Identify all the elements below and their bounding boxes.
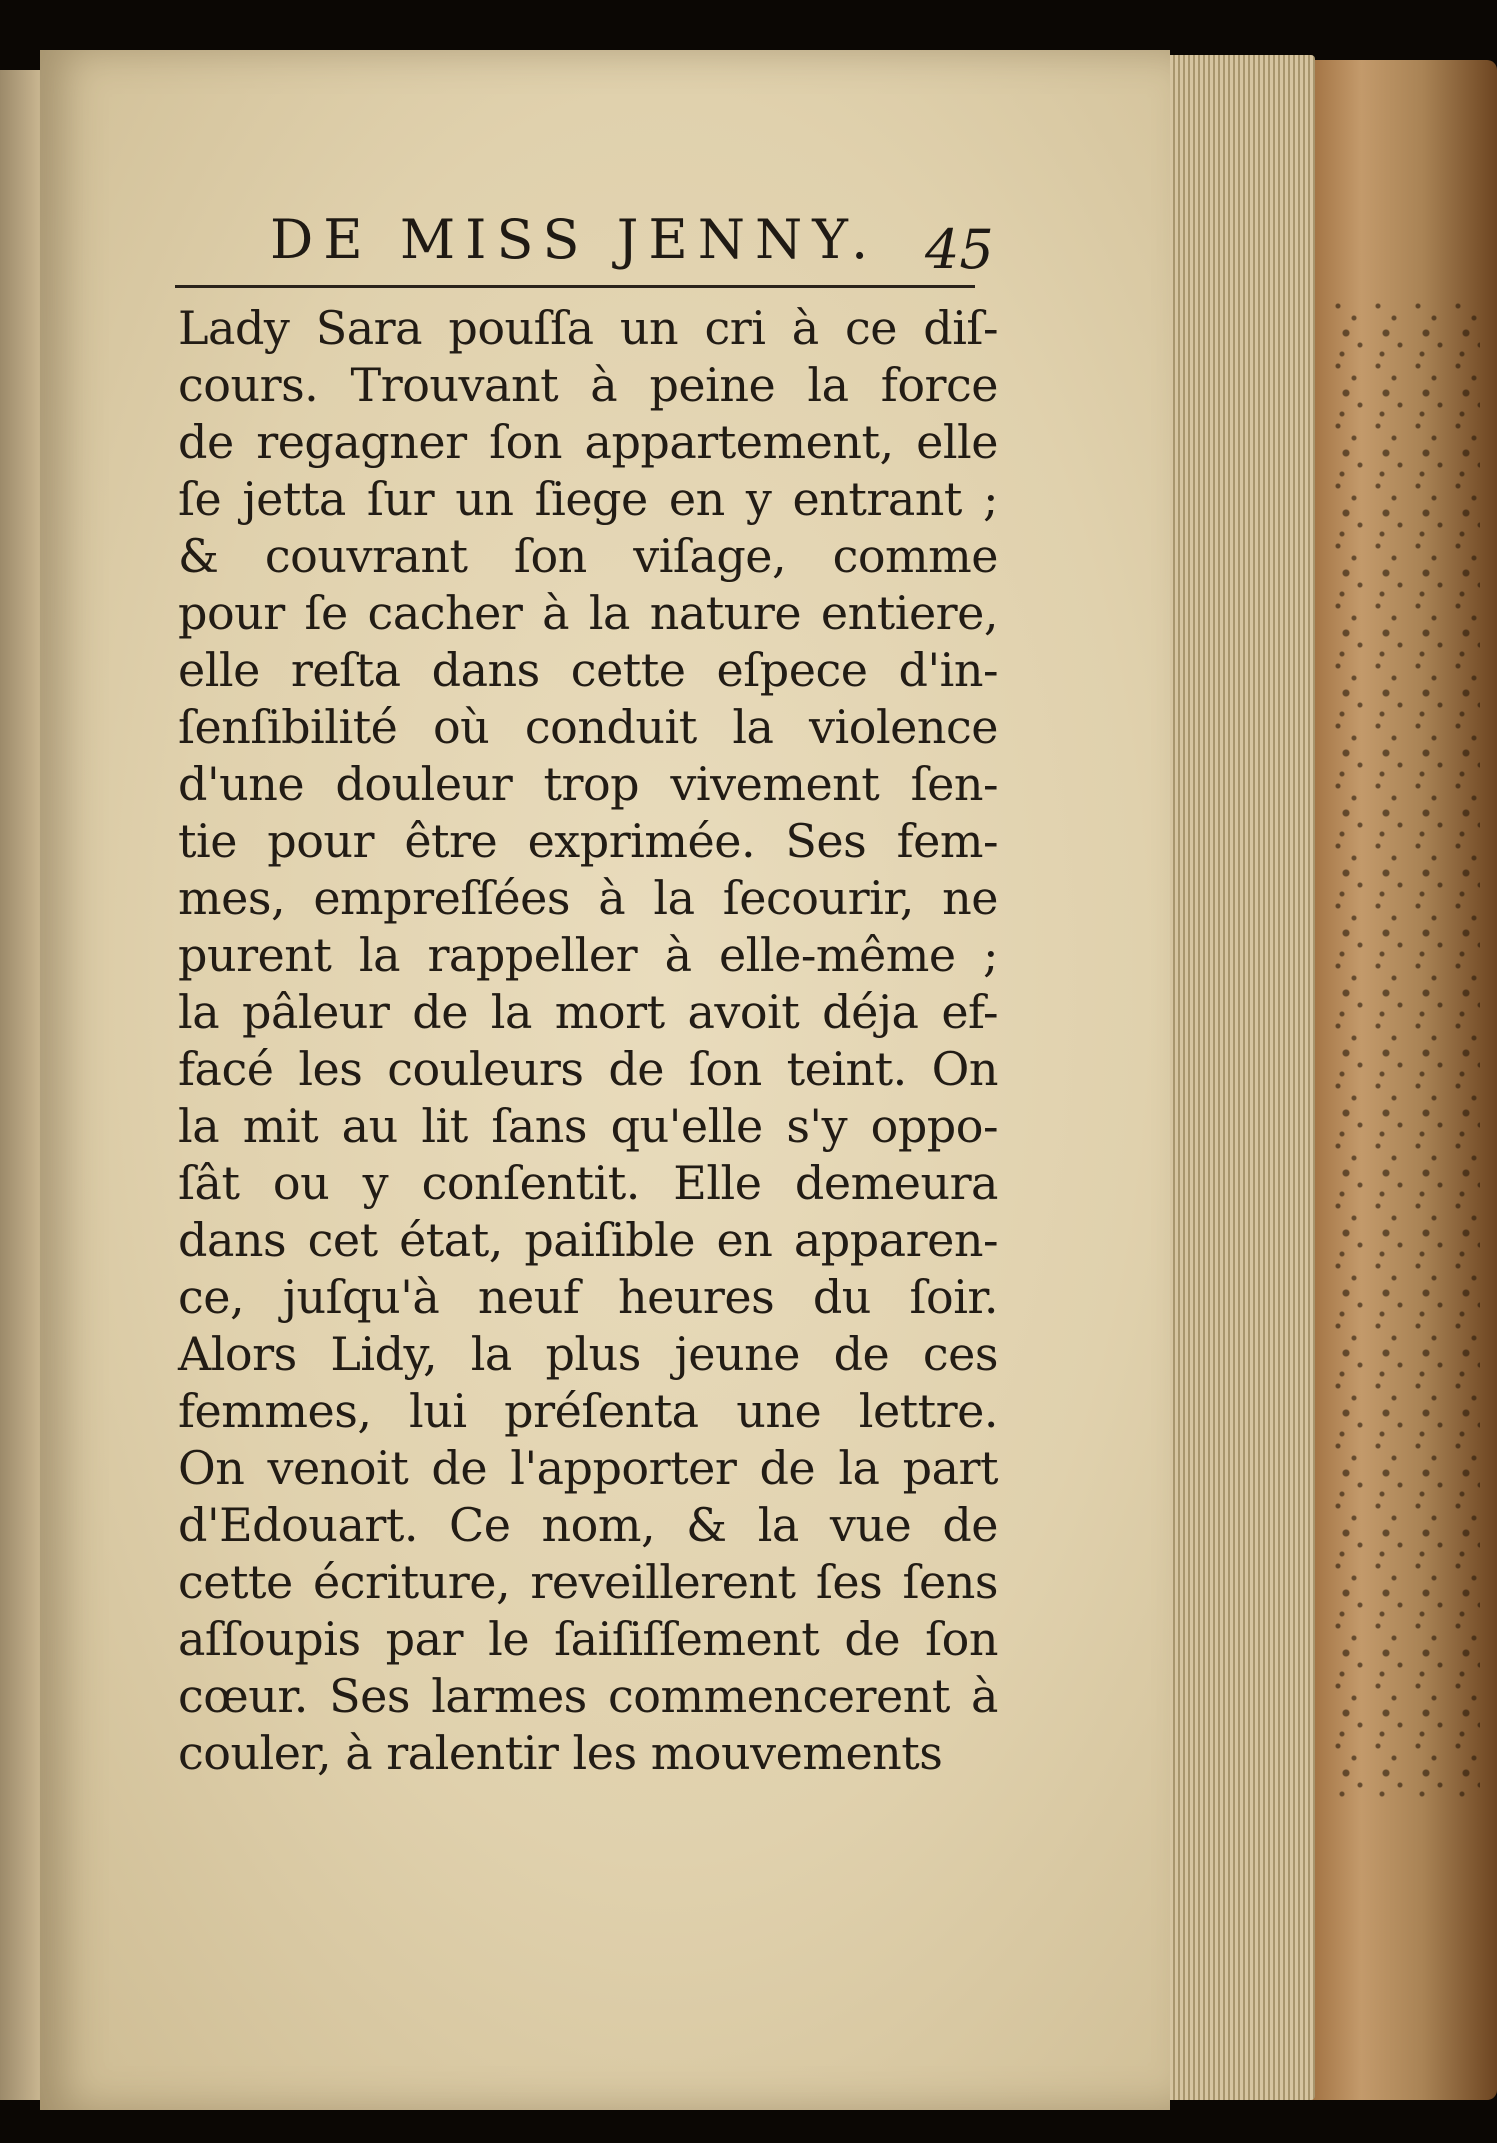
- running-head: DE MISS JENNY.: [270, 208, 879, 271]
- text-line: Alors Lidy, la plus jeune de ces: [178, 1327, 998, 1381]
- text-line: ſât ou y conſentit. Elle demeura: [178, 1156, 998, 1210]
- text-line: dans cet état, paiſible en apparen-: [178, 1213, 998, 1267]
- head-rule: [175, 285, 975, 288]
- text-line: facé les couleurs de ſon teint. On: [178, 1042, 998, 1096]
- text-line: Lady Sara pouſſa un cri à ce diſ-: [178, 301, 998, 355]
- page-edges: [1165, 55, 1315, 2100]
- body-text: [178, 300, 998, 1782]
- text-line: On venoit de l'apporter de la part: [178, 1441, 998, 1495]
- text-line: tie pour être exprimée. Ses fem-: [178, 814, 998, 868]
- text-line: ſenſibilité où conduit la violence: [178, 700, 998, 754]
- text-line: & couvrant ſon viſage, comme: [178, 529, 998, 583]
- text-line: femmes, lui préſenta une lettre.: [178, 1384, 998, 1438]
- text-line: couler, à ralentir les mouvements: [178, 1726, 943, 1780]
- text-line: ſe jetta ſur un ſiege en y entrant ;: [178, 472, 998, 526]
- cover-speckle: [1330, 300, 1480, 1800]
- text-line: de regagner ſon appartement, elle: [178, 415, 998, 469]
- text-line: ce, juſqu'à neuf heures du ſoir.: [178, 1270, 998, 1324]
- text-line: cette écriture, reveillerent ſes ſens: [178, 1555, 998, 1609]
- text-line: mes, empreſſées à la ſecourir, ne: [178, 871, 998, 925]
- text-line: pour ſe cacher à la nature entiere,: [178, 586, 998, 640]
- text-line: la mit au lit ſans qu'elle s'y oppo-: [178, 1099, 998, 1153]
- text-line: elle reſta dans cette eſpece d'in-: [178, 643, 998, 697]
- text-line: aſſoupis par le ſaiſiſſement de ſon: [178, 1612, 998, 1666]
- text-line: d'Edouart. Ce nom, & la vue de: [178, 1498, 998, 1552]
- text-line: purent la rappeller à elle-même ;: [178, 928, 998, 982]
- text-line: d'une douleur trop vivement ſen-: [178, 757, 998, 811]
- text-line: cœur. Ses larmes commencerent à: [178, 1669, 998, 1723]
- text-line: cours. Trouvant à peine la force: [178, 358, 998, 412]
- page-number: 45: [925, 218, 994, 281]
- text-line: la pâleur de la mort avoit déja ef-: [178, 985, 998, 1039]
